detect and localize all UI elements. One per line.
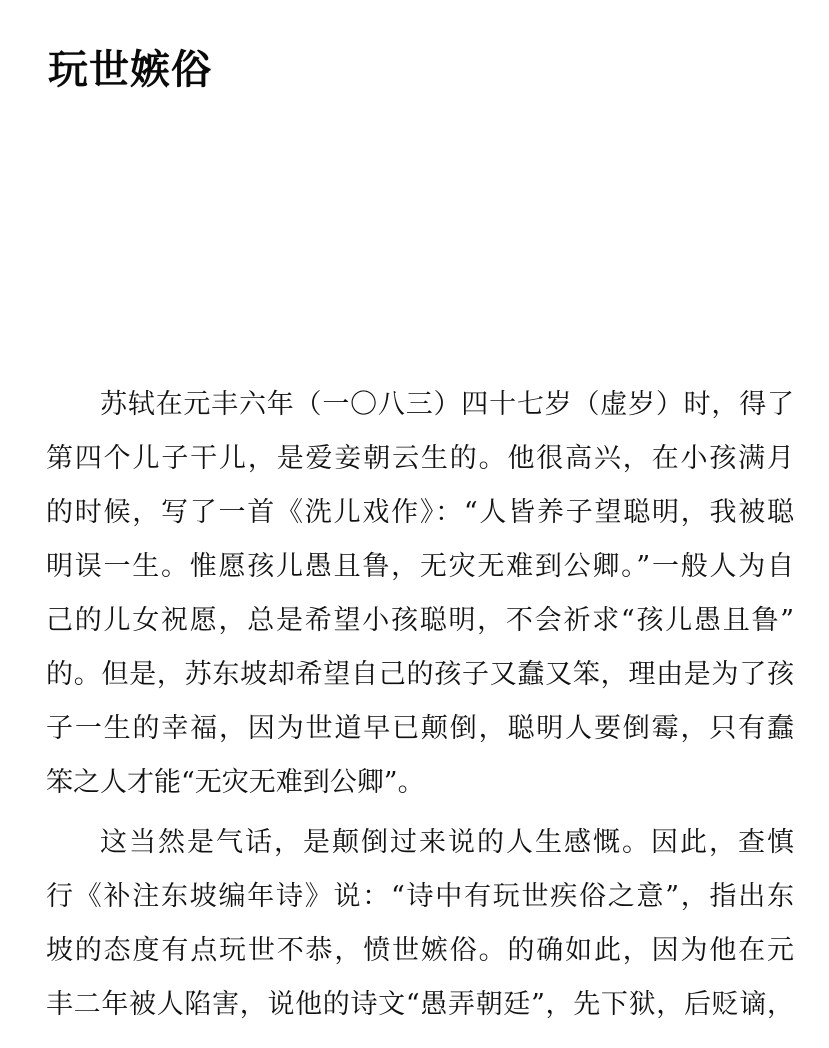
- text-line: 子一生的幸福，因为世道早已颠倒，聪明人要倒霉，只有蠢: [46, 713, 794, 744]
- text-line: 己的儿女祝愿，总是希望小孩聪明，不会祈求“孩儿愚且鲁”: [46, 605, 794, 636]
- text-line: 苏轼在元丰六年（一〇八三）四十七岁（虚岁）时，得了: [100, 389, 794, 420]
- text-line: 丰二年被人陷害，说他的诗文“愚弄朝廷”，先下狱，后贬谪，: [46, 989, 794, 1020]
- text-line: 坡的态度有点玩世不恭，愤世嫉俗。的确如此，因为他在元: [46, 935, 794, 966]
- body-text: [46, 378, 794, 1032]
- text-line: 笨之人才能“无灾无难到公卿”。: [46, 767, 425, 798]
- text-line: 行《补注东坡编年诗》说：“诗中有玩世疾俗之意”，指出东: [46, 881, 794, 912]
- text-line: 的。但是，苏东坡却希望自己的孩子又蠢又笨，理由是为了孩: [46, 659, 794, 690]
- text-line: 这当然是气话，是颠倒过来说的人生感慨。因此，查慎: [100, 827, 794, 858]
- text-line: 的时候，写了一首《洗儿戏作》：“人皆养子望聪明，我被聪: [46, 497, 794, 528]
- text-line: 第四个儿子干儿，是爱妾朝云生的。他很高兴，在小孩满月: [46, 443, 794, 474]
- page-title: 玩世嫉俗: [48, 47, 212, 93]
- paragraph-1: [46, 378, 794, 810]
- paragraph-2: [46, 816, 794, 1032]
- text-line: 明误一生。惟愿孩儿愚且鲁，无灾无难到公卿。”一般人为自: [46, 551, 794, 582]
